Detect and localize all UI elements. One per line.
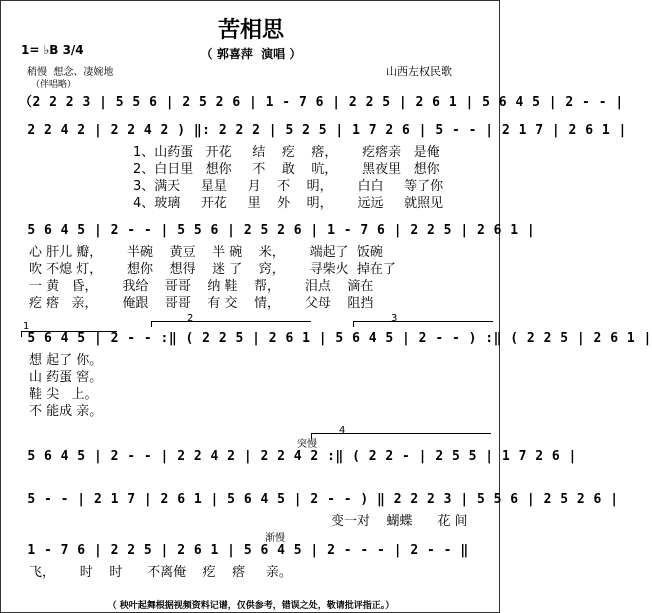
lyrics-verse-1: 想 起了 你。 <box>29 353 103 368</box>
volta-bracket-tick <box>21 331 22 337</box>
lyrics-verse-4: 4、玻璃 开花 里 外 明， 远远 就照见 <box>133 196 444 211</box>
lyrics-verse-2: 山 药蛋 窖。 <box>29 370 103 385</box>
song-origin: 山西左权民歌 <box>386 65 452 78</box>
score-line-4: 5 6 4 5 | 2 - - :‖ ( 2 2 5 | 2 6 1 | 5 6 4 5 | 2 - - ) :‖ ( 2 2 5 | 2 6 1 | <box>19 331 652 346</box>
transcription-footnote: （ 秧叶起舞根据视频资料记谱，仅供参考，错误之处，敬请批评指正。） <box>107 601 395 611</box>
accompaniment-note: （伴唱略） <box>31 80 77 90</box>
score-line-1: （2 2 2 3 | 5 5 6 | 2 5 2 6 | 1 - 7 6 | 2 2 5 | 2 6 1 | 5 6 4 5 | 2 - - | <box>19 95 624 110</box>
score-line-2: 2 2 4 2 | 2 2 4 2 ) ‖: 2 2 2 | 5 2 5 | 1 7 2 6 | 5 - - | 2 1 7 | 2 6 1 | <box>19 123 627 138</box>
lyrics-verse-3: 3、满天 星星 月 不 明， 白白 等了你 <box>133 179 444 194</box>
tempo-change-mark: 渐慢 <box>265 533 285 544</box>
lyrics-verse-1: 心 肝儿 瓣， 半碗 黄豆 半 碗 米， 端起了 饭碗 <box>29 245 383 260</box>
performer-credit: （ 郭喜萍 演唱 ） <box>200 47 302 61</box>
score-line-5: 5 6 4 5 | 2 - - | 2 2 4 2 | 2 2 4 2 :‖ ( 2 2 - | 2 5 5 | 1 7 2 6 | <box>19 449 577 464</box>
volta-bracket-tick <box>353 321 354 327</box>
lyrics-verse-1: 1、山药蛋 开花 结 疙 瘩， 疙瘩亲 是俺 <box>133 145 440 160</box>
lyrics-verse-2: 2、白日里 想你 不 敢 吭， 黑夜里 想你 <box>133 162 440 177</box>
key-signature: 1= ♭B 3/4 <box>21 43 84 57</box>
lyrics-coda: 变一对 蝴蝶 花 间 <box>331 514 468 529</box>
volta-bracket <box>311 433 491 434</box>
volta-bracket-tick <box>151 321 152 327</box>
page-title: 苦相思 <box>217 18 284 43</box>
tempo-change-mark: 突慢 <box>297 439 317 450</box>
volta-number: 3 <box>391 313 398 324</box>
volta-bracket <box>151 321 311 322</box>
lyrics-verse-4: 疙 瘩 亲， 俺跟 哥哥 有 交 情， 父母 阻挡 <box>29 296 374 311</box>
lyrics-coda-end: 飞， 时 时 不离俺 疙 瘩 亲。 <box>29 565 292 580</box>
lyrics-verse-2: 吹 不熄 灯， 想你 想得 迷 了 窍， 寻柴火 掉在了 <box>29 262 396 277</box>
lyrics-verse-3: 鞋 尖 上。 <box>29 387 98 402</box>
volta-number: 4 <box>339 425 346 436</box>
volta-bracket <box>353 321 493 322</box>
volta-bracket <box>21 331 117 332</box>
tempo-marking: 稍慢 想念、凄婉地 <box>27 67 114 78</box>
lyrics-verse-3: 一 黄 昏， 我给 哥哥 纳 鞋 帮， 泪点 滴在 <box>29 279 374 294</box>
score-line-7: 1 - 7 6 | 2 2 5 | 2 6 1 | 5 6 4 5 | 2 - - - | 2 - - ‖ <box>19 543 469 558</box>
lyrics-verse-4: 不 能成 亲。 <box>29 404 103 419</box>
score-line-6: 5 - - | 2 1 7 | 2 6 1 | 5 6 4 5 | 2 - - ) ‖ 2 2 2 3 | 5 5 6 | 2 5 2 6 | <box>19 492 619 507</box>
score-line-3: 5 6 4 5 | 2 - - | 5 5 6 | 2 5 2 6 | 1 - 7 6 | 2 2 5 | 2 6 1 | <box>19 223 536 238</box>
volta-number: 1 <box>23 321 30 332</box>
volta-number: 2 <box>187 313 194 324</box>
